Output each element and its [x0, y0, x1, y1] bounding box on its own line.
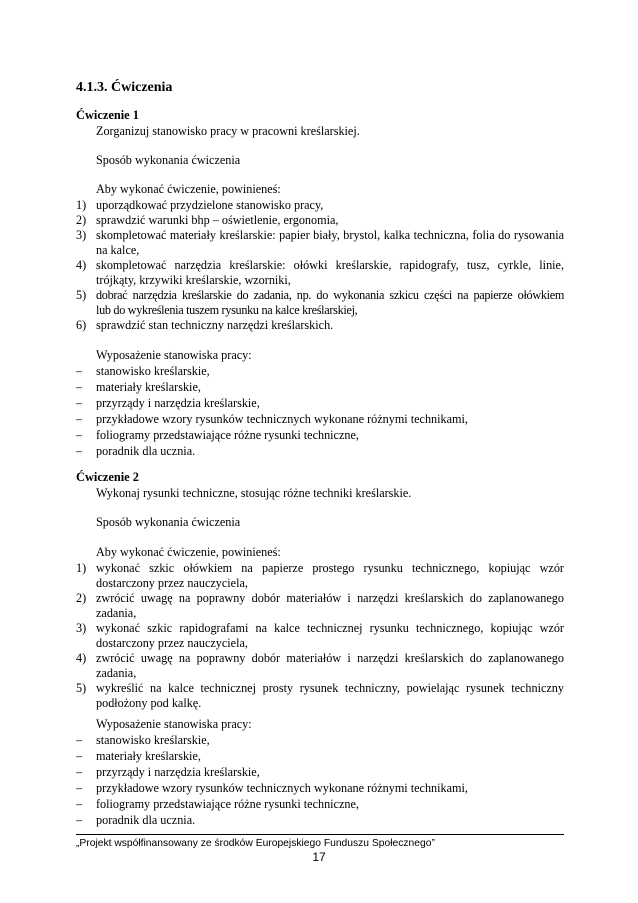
step-text-line-2: zadania,: [96, 666, 137, 680]
step-text: sprawdzić stan techniczny narzędzi kreślarskich.: [96, 318, 334, 332]
exercise-1-equipment-heading: Wyposażenie stanowiska pracy:: [96, 348, 252, 362]
exercise-2-title: Ćwiczenie 2: [76, 470, 139, 484]
exercise-1-task: Zorganizuj stanowisko pracy w pracowni kreślarskiej.: [96, 124, 360, 138]
equipment-item: [76, 781, 468, 796]
step-number: 5): [76, 288, 87, 302]
step-number: 4): [76, 258, 87, 272]
step-text-line-1: dobrać narzędzia kreślarskie do zadania, np. do wykonania szkicu części na papierze ołówkiem: [96, 288, 564, 302]
equipment-text: materiały kreślarskie,: [96, 380, 201, 394]
exercise-2-step: [76, 621, 564, 651]
equipment-item: [76, 813, 195, 828]
step-text-line-1: zwrócić uwagę na poprawny dobór materiałów i narzędzi kreślarskich do zaplanowanego: [96, 651, 564, 665]
list-dash: –: [76, 797, 83, 811]
equipment-item: [76, 412, 468, 427]
step-text-line-2: zadania,: [96, 606, 137, 620]
exercise-2-step: [76, 681, 564, 711]
step-text-line-2: trójkąty, krzywiki kreślarskie, wzorniki,: [96, 273, 291, 287]
equipment-item: [76, 396, 260, 411]
step-text-line-2: dostarczony przez nauczyciela,: [96, 636, 248, 650]
step-number: 6): [76, 318, 87, 332]
list-dash: –: [76, 749, 83, 763]
equipment-text: stanowisko kreślarskie,: [96, 733, 210, 747]
equipment-text: foliogramy przedstawiające różne rysunki techniczne,: [96, 797, 359, 811]
equipment-text: poradnik dla ucznia.: [96, 444, 196, 458]
list-dash: –: [76, 813, 83, 827]
section-title: 4.1.3. Ćwiczenia: [76, 80, 173, 95]
equipment-text: przyrządy i narzędzia kreślarskie,: [96, 396, 260, 410]
exercise-2-method-heading: Sposób wykonania ćwiczenia: [96, 515, 241, 529]
exercise-1-step: [76, 228, 564, 258]
list-dash: –: [76, 733, 83, 747]
step-number: 2): [76, 591, 87, 605]
exercise-1-title: Ćwiczenie 1: [76, 108, 139, 122]
equipment-item: [76, 797, 359, 812]
footer-funding-note: „Projekt współfinansowany ze środków Europejskiego Funduszu Społecznego”: [76, 838, 435, 849]
step-text-line-1: skompletować narzędzia kreślarskie: ołówki kreślarskie, rapidografy, tusz, cyrkle, linie,: [96, 258, 564, 272]
equipment-item: [76, 765, 260, 780]
exercise-1-intro: Aby wykonać ćwiczenie, powinieneś:: [96, 182, 281, 196]
equipment-text: poradnik dla ucznia.: [96, 813, 196, 827]
footer-divider: [76, 834, 564, 835]
step-number: 1): [76, 561, 87, 575]
page-number: 17: [312, 850, 326, 864]
equipment-text: przykładowe wzory rysunków technicznych wykonane różnymi technikami,: [96, 781, 468, 795]
step-number: 5): [76, 681, 87, 695]
step-text-line-1: wykonać szkic ołówkiem na papierze prostego rysunku technicznego, kopiując wzór: [96, 561, 564, 575]
list-dash: –: [76, 765, 83, 779]
step-number: 1): [76, 198, 87, 212]
list-dash: –: [76, 364, 83, 378]
step-text-line-2: na kalce,: [96, 243, 140, 257]
step-number: 3): [76, 228, 87, 242]
equipment-item: [76, 733, 210, 748]
step-text-line-2: podłożony pod kalkę.: [96, 696, 202, 710]
step-text-line-1: zwrócić uwagę na poprawny dobór materiałów i narzędzi kreślarskich do zaplanowanego: [96, 591, 564, 605]
equipment-text: materiały kreślarskie,: [96, 749, 201, 763]
exercise-2-step: [76, 651, 564, 681]
equipment-text: stanowisko kreślarskie,: [96, 364, 210, 378]
list-dash: –: [76, 396, 83, 410]
equipment-text: przyrządy i narzędzia kreślarskie,: [96, 765, 260, 779]
exercise-1-method-heading: Sposób wykonania ćwiczenia: [96, 153, 241, 167]
list-dash: –: [76, 380, 83, 394]
equipment-item: [76, 380, 201, 395]
equipment-item: [76, 444, 195, 459]
exercise-2-intro: Aby wykonać ćwiczenie, powinieneś:: [96, 545, 281, 559]
list-dash: –: [76, 412, 83, 426]
step-number: 4): [76, 651, 87, 665]
list-dash: –: [76, 781, 83, 795]
list-dash: –: [76, 428, 83, 442]
step-text-line-1: wykonać szkic rapidografami na kalce technicznej rysunku technicznego, kopiując wzór: [96, 621, 564, 635]
step-text: uporządkować przydzielone stanowisko pracy,: [96, 198, 324, 212]
step-text-line-1: wykreślić na kalce technicznej prosty rysunek techniczny, powielając rysunek techniczny: [96, 681, 564, 695]
exercise-1-step: [76, 213, 564, 228]
list-dash: –: [76, 444, 83, 458]
equipment-item: [76, 749, 201, 764]
equipment-text: przykładowe wzory rysunków technicznych wykonane różnymi technikami,: [96, 412, 468, 426]
step-text-line-1: skompletować materiały kreślarskie: papier biały, brystol, kalka techniczna, folia do rysowania: [96, 228, 564, 242]
exercise-2-task: Wykonaj rysunki techniczne, stosując różne techniki kreślarskie.: [96, 486, 412, 500]
exercise-1-step: [76, 288, 564, 318]
step-text: sprawdzić warunki bhp – oświetlenie, ergonomia,: [96, 213, 339, 227]
exercise-2-equipment-heading: Wyposażenie stanowiska pracy:: [96, 717, 252, 731]
exercise-2-step: [76, 591, 564, 621]
equipment-item: [76, 428, 359, 443]
equipment-item: [76, 364, 210, 379]
step-number: 3): [76, 621, 87, 635]
exercise-1-step: [76, 258, 564, 288]
equipment-text: foliogramy przedstawiające różne rysunki techniczne,: [96, 428, 359, 442]
step-number: 2): [76, 213, 87, 227]
exercise-1-step: [76, 198, 564, 213]
step-text-line-2: lub do wykreślenia tuszem rysunku na kalce kreślarskiej,: [96, 303, 358, 317]
exercise-1-step: [76, 318, 564, 333]
step-text-line-2: dostarczony przez nauczyciela,: [96, 576, 248, 590]
exercise-2-step: [76, 561, 564, 591]
